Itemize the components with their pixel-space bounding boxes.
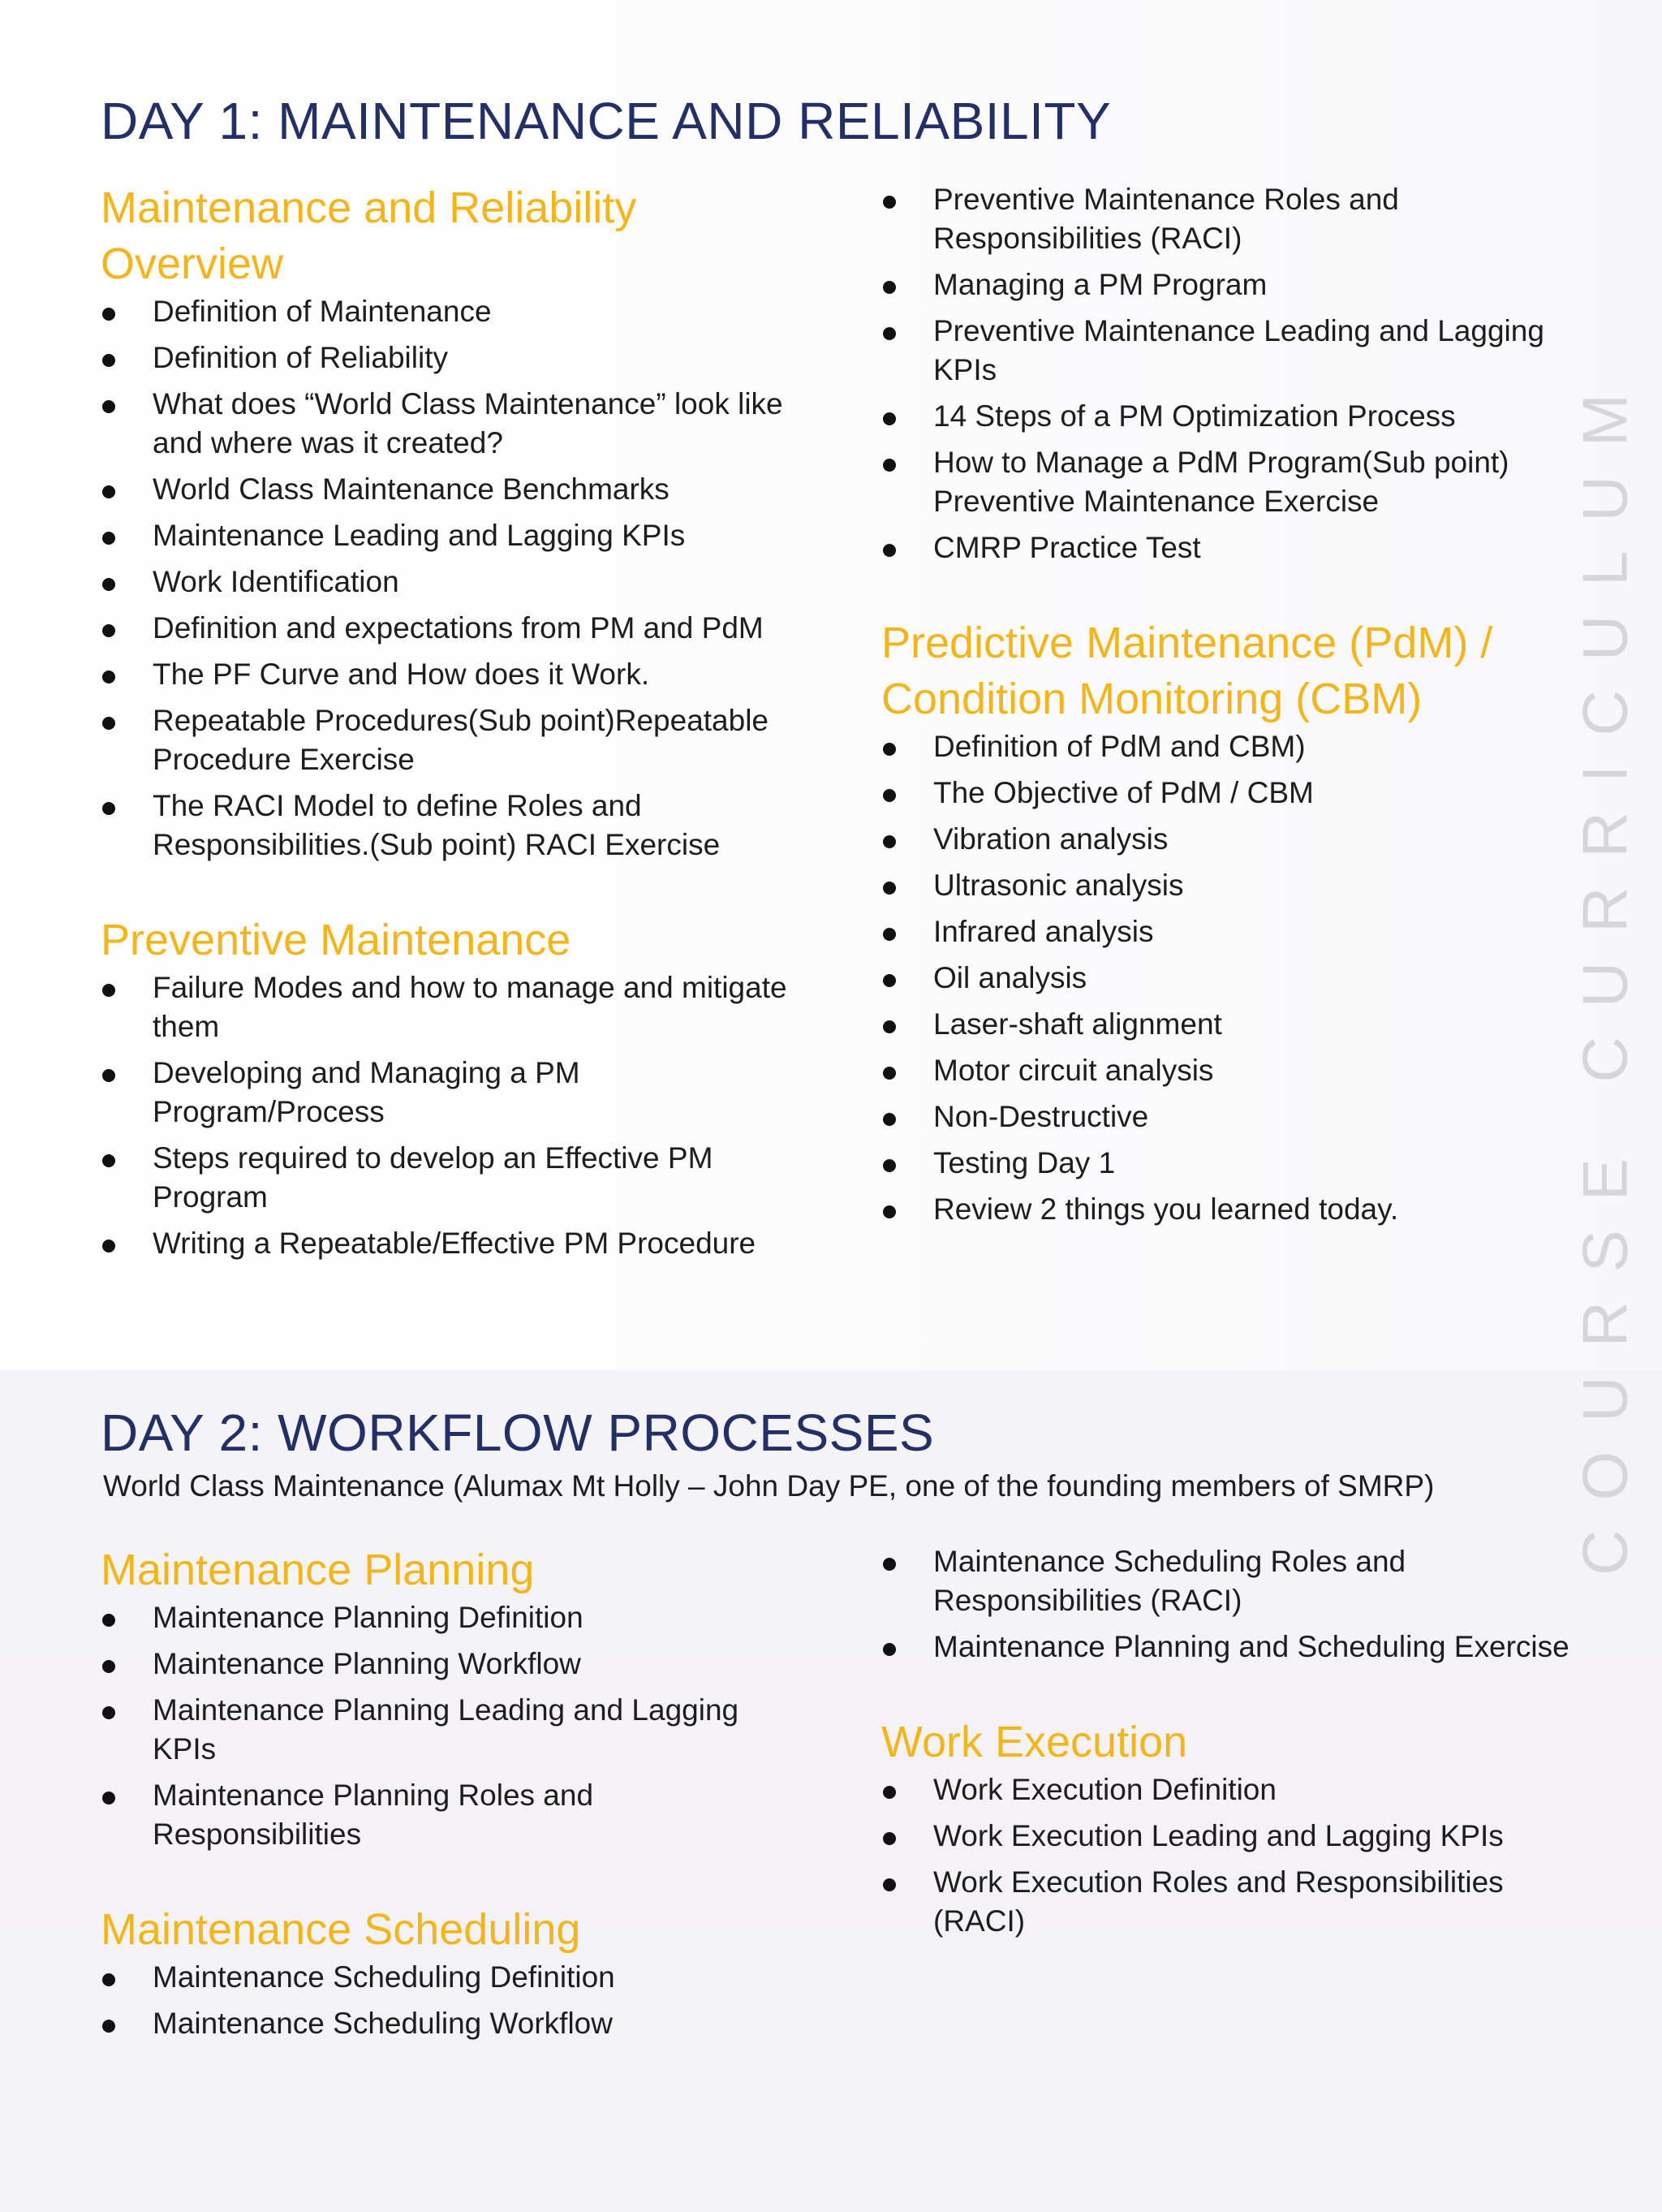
list-item: Work Execution Roles and Responsibilities (RACI) (881, 1863, 1571, 1941)
section-heading-preventive-maintenance: Preventive Maintenance (101, 916, 571, 964)
list-item: Definition of Maintenance (101, 292, 799, 331)
list-item: CMRP Practice Test (881, 528, 1571, 567)
list-item: Definition of PdM and CBM) (881, 727, 1571, 766)
list-item: Maintenance Planning and Scheduling Exercise (881, 1628, 1571, 1667)
list-item: Maintenance Planning Leading and Lagging KPIs (101, 1691, 799, 1769)
list-item: Testing Day 1 (881, 1144, 1571, 1183)
list-item: Definition and expectations from PM and PdM (101, 609, 799, 648)
preventive-maintenance-list (101, 968, 799, 1263)
list-item: Work Identification (101, 563, 799, 602)
scheduling-continued-list (881, 1542, 1571, 1667)
course-curriculum-side-label: COURSE CURRICULUM (1569, 364, 1641, 1576)
section-heading-predictive-maintenance: Predictive Maintenance (PdM) / Condition Monitoring (CBM) (881, 619, 1493, 723)
list-item: Vibration analysis (881, 820, 1571, 859)
section-heading-maintenance-planning: Maintenance Planning (101, 1546, 535, 1594)
day2-title: DAY 2: WORKFLOW PROCESSES (101, 1404, 935, 1462)
day2-right-column (881, 1542, 1571, 1948)
list-item: Infrared analysis (881, 912, 1571, 951)
list-item: Oil analysis (881, 959, 1571, 998)
list-item: Failure Modes and how to manage and mitigate them (101, 968, 799, 1046)
section-heading-work-execution: Work Execution (881, 1718, 1188, 1766)
list-item: Laser-shaft alignment (881, 1005, 1571, 1044)
day1-left-column (101, 180, 799, 1270)
list-item: The PF Curve and How does it Work. (101, 655, 799, 694)
list-item: Writing a Repeatable/Effective PM Procedure (101, 1224, 799, 1263)
list-item: Maintenance Leading and Lagging KPIs (101, 516, 799, 555)
predictive-maintenance-list (881, 727, 1571, 1229)
list-item: Managing a PM Program (881, 265, 1571, 304)
maintenance-planning-list (101, 1598, 799, 1854)
list-item: How to Manage a PdM Program(Sub point) Preventive Maintenance Exercise (881, 443, 1571, 521)
list-item: Maintenance Scheduling Workflow (101, 2004, 799, 2043)
list-item: Maintenance Planning Roles and Responsibilities (101, 1776, 799, 1854)
list-item: Ultrasonic analysis (881, 866, 1571, 905)
list-item: Definition of Reliability (101, 338, 799, 377)
list-item: The Objective of PdM / CBM (881, 774, 1571, 813)
day2-left-column (101, 1542, 799, 2050)
list-item: Work Execution Leading and Lagging KPIs (881, 1817, 1571, 1856)
list-item: Maintenance Scheduling Definition (101, 1958, 799, 1997)
list-item: Maintenance Scheduling Roles and Responsibilities (RACI) (881, 1542, 1571, 1620)
list-item: Repeatable Procedures(Sub point)Repeatable Procedure Exercise (101, 701, 799, 779)
list-item: Maintenance Planning Workflow (101, 1645, 799, 1684)
section-heading-mr-overview: Maintenance and Reliability Overview (101, 183, 637, 288)
day1-title: DAY 1: MAINTENANCE AND RELIABILITY (101, 92, 1112, 150)
mr-overview-list (101, 292, 799, 865)
list-item: Preventive Maintenance Leading and Lagging KPIs (881, 312, 1571, 390)
list-item: Preventive Maintenance Roles and Responsibilities (RACI) (881, 180, 1571, 258)
list-item: Maintenance Planning Definition (101, 1598, 799, 1637)
maintenance-scheduling-list (101, 1958, 799, 2043)
work-execution-list (881, 1770, 1571, 1941)
list-item: The RACI Model to define Roles and Responsibilities.(Sub point) RACI Exercise (101, 787, 799, 865)
section-heading-maintenance-scheduling: Maintenance Scheduling (101, 1905, 581, 1954)
list-item: World Class Maintenance Benchmarks (101, 470, 799, 509)
list-item: Non-Destructive (881, 1097, 1571, 1136)
list-item: What does “World Class Maintenance” look like and where was it created? (101, 385, 799, 463)
list-item: Developing and Managing a PM Program/Process (101, 1054, 799, 1132)
day2-subtitle: World Class Maintenance (Alumax Mt Holly – John Day PE, one of the founding members of SMRP) (103, 1469, 1435, 1503)
list-item: 14 Steps of a PM Optimization Process (881, 397, 1571, 436)
list-item: Review 2 things you learned today. (881, 1190, 1571, 1229)
pm-continued-list (881, 180, 1571, 567)
list-item: Work Execution Definition (881, 1770, 1571, 1809)
list-item: Steps required to develop an Effective PM Program (101, 1139, 799, 1217)
day1-right-column (881, 180, 1571, 1236)
list-item: Motor circuit analysis (881, 1051, 1571, 1090)
